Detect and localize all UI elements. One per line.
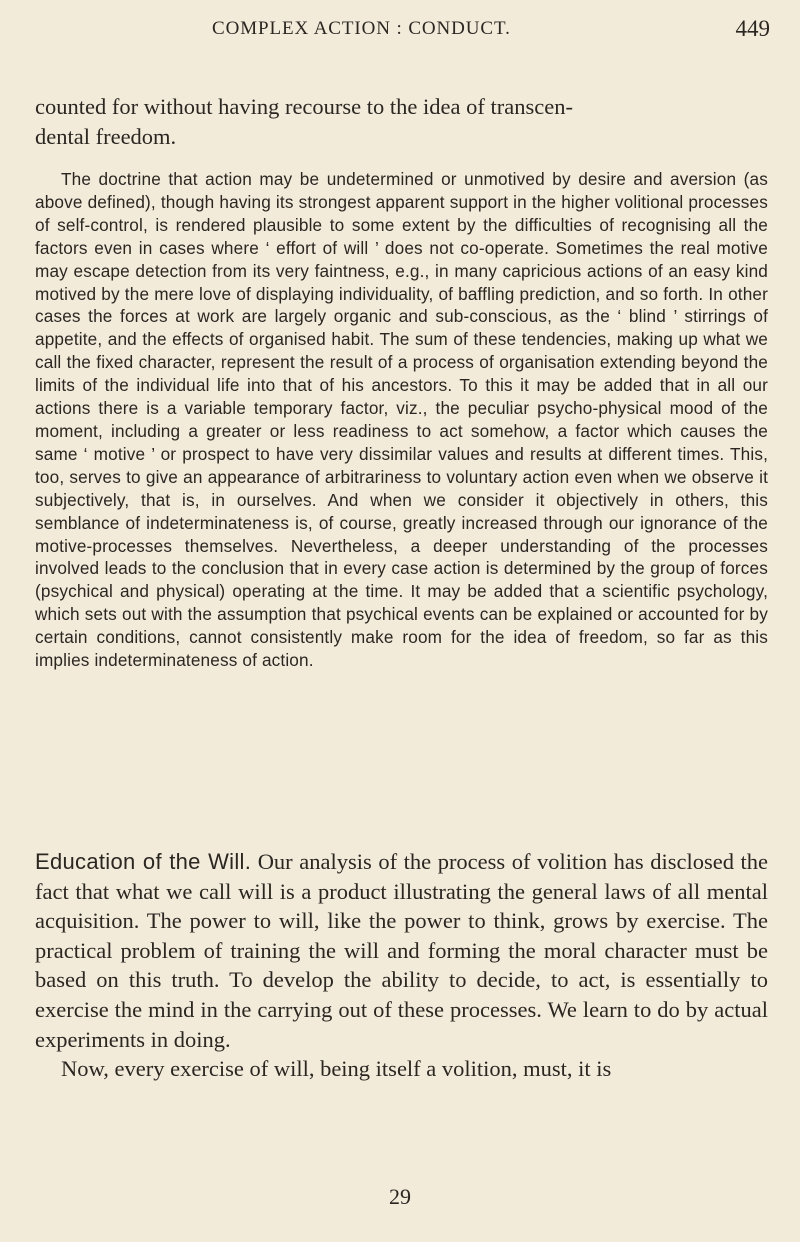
final-paragraph: Now, every exercise of will, being itself a volition, must, it is [61, 1056, 612, 1082]
signature-mark: 29 [389, 1184, 411, 1209]
running-title: COMPLEX ACTION : CONDUCT. [212, 18, 511, 39]
section-heading: Education of the Will. [35, 849, 252, 874]
small-print-paragraph [35, 168, 768, 672]
running-head [0, 14, 800, 50]
opening-text [35, 92, 768, 151]
education-paragraph [35, 847, 768, 1054]
section-text: Our analysis of the process of volition has disclosed the fact that what we call will is a product illustrating the general laws of all mental acquisition. The power to will, like the power to think, grows by exercise. The practical problem of training the will and forming the moral character must be based on this truth. To develop the ability to decide, to act, is essentially to exercise the mind in the carrying out of these processes. We learn to do by actual experiments in doing. [35, 849, 769, 1052]
opening-line-2: dental freedom. [35, 123, 177, 149]
opening-paragraph [35, 92, 768, 151]
opening-line-1: counted for without having recourse to the idea of transcen- [35, 94, 573, 119]
education-section [35, 847, 768, 1084]
page-number: 449 [735, 16, 770, 41]
small-print-text: The doctrine that action may be undetermined or unmotived by desire and aversion (as above defined), though having its strongest apparent support in the higher volitional processes of self-control, is rendered plausible to some extent by the difficulties of recognising all the factors even in cases where ‘ effort of will ’ does not co-operate. Sometimes the real motive may escape detection from its very faintness, e.g., in many capricious actions of an easy kind motived by the mere love of displaying individuality, of baffling prediction, and so forth. In other cases the forces at work are largely organic and sub-conscious, as the ‘ blind ’ stirrings of appetite, and the effects of organised habit. The sum of these tendencies, making up what we call the fixed character, represent the result of a process of organisation extending beyond the limits of the individual life into that of his ancestors. To this it may be added that in all our actions there is a variable temporary factor, viz., the peculiar psycho-physical mood of the moment, including a greater or less readiness to act somehow, a factor which causes the same ‘ motive ’ or prospect to have very dissimilar values and results at different times. This, too, serves to give an appearance of arbitrariness to voluntary action even when we observe it subjectively, that is, in ourselves. And when we consider it objectively in others, this semblance of indeterminateness is, of course, greatly increased through our ignorance of the motive-processes themselves. Nevertheless, a deeper understanding of the processes involved leads to the conclusion that in every case action is determined by the group of forces (psychical and physical) operating at the time. It may be added that a scientific psychology, which sets out with the assumption that psychical events can be explained or accounted for by certain conditions, cannot consistently make room for the idea of freedom, so far as this implies indeterminateness of action. [35, 169, 768, 671]
